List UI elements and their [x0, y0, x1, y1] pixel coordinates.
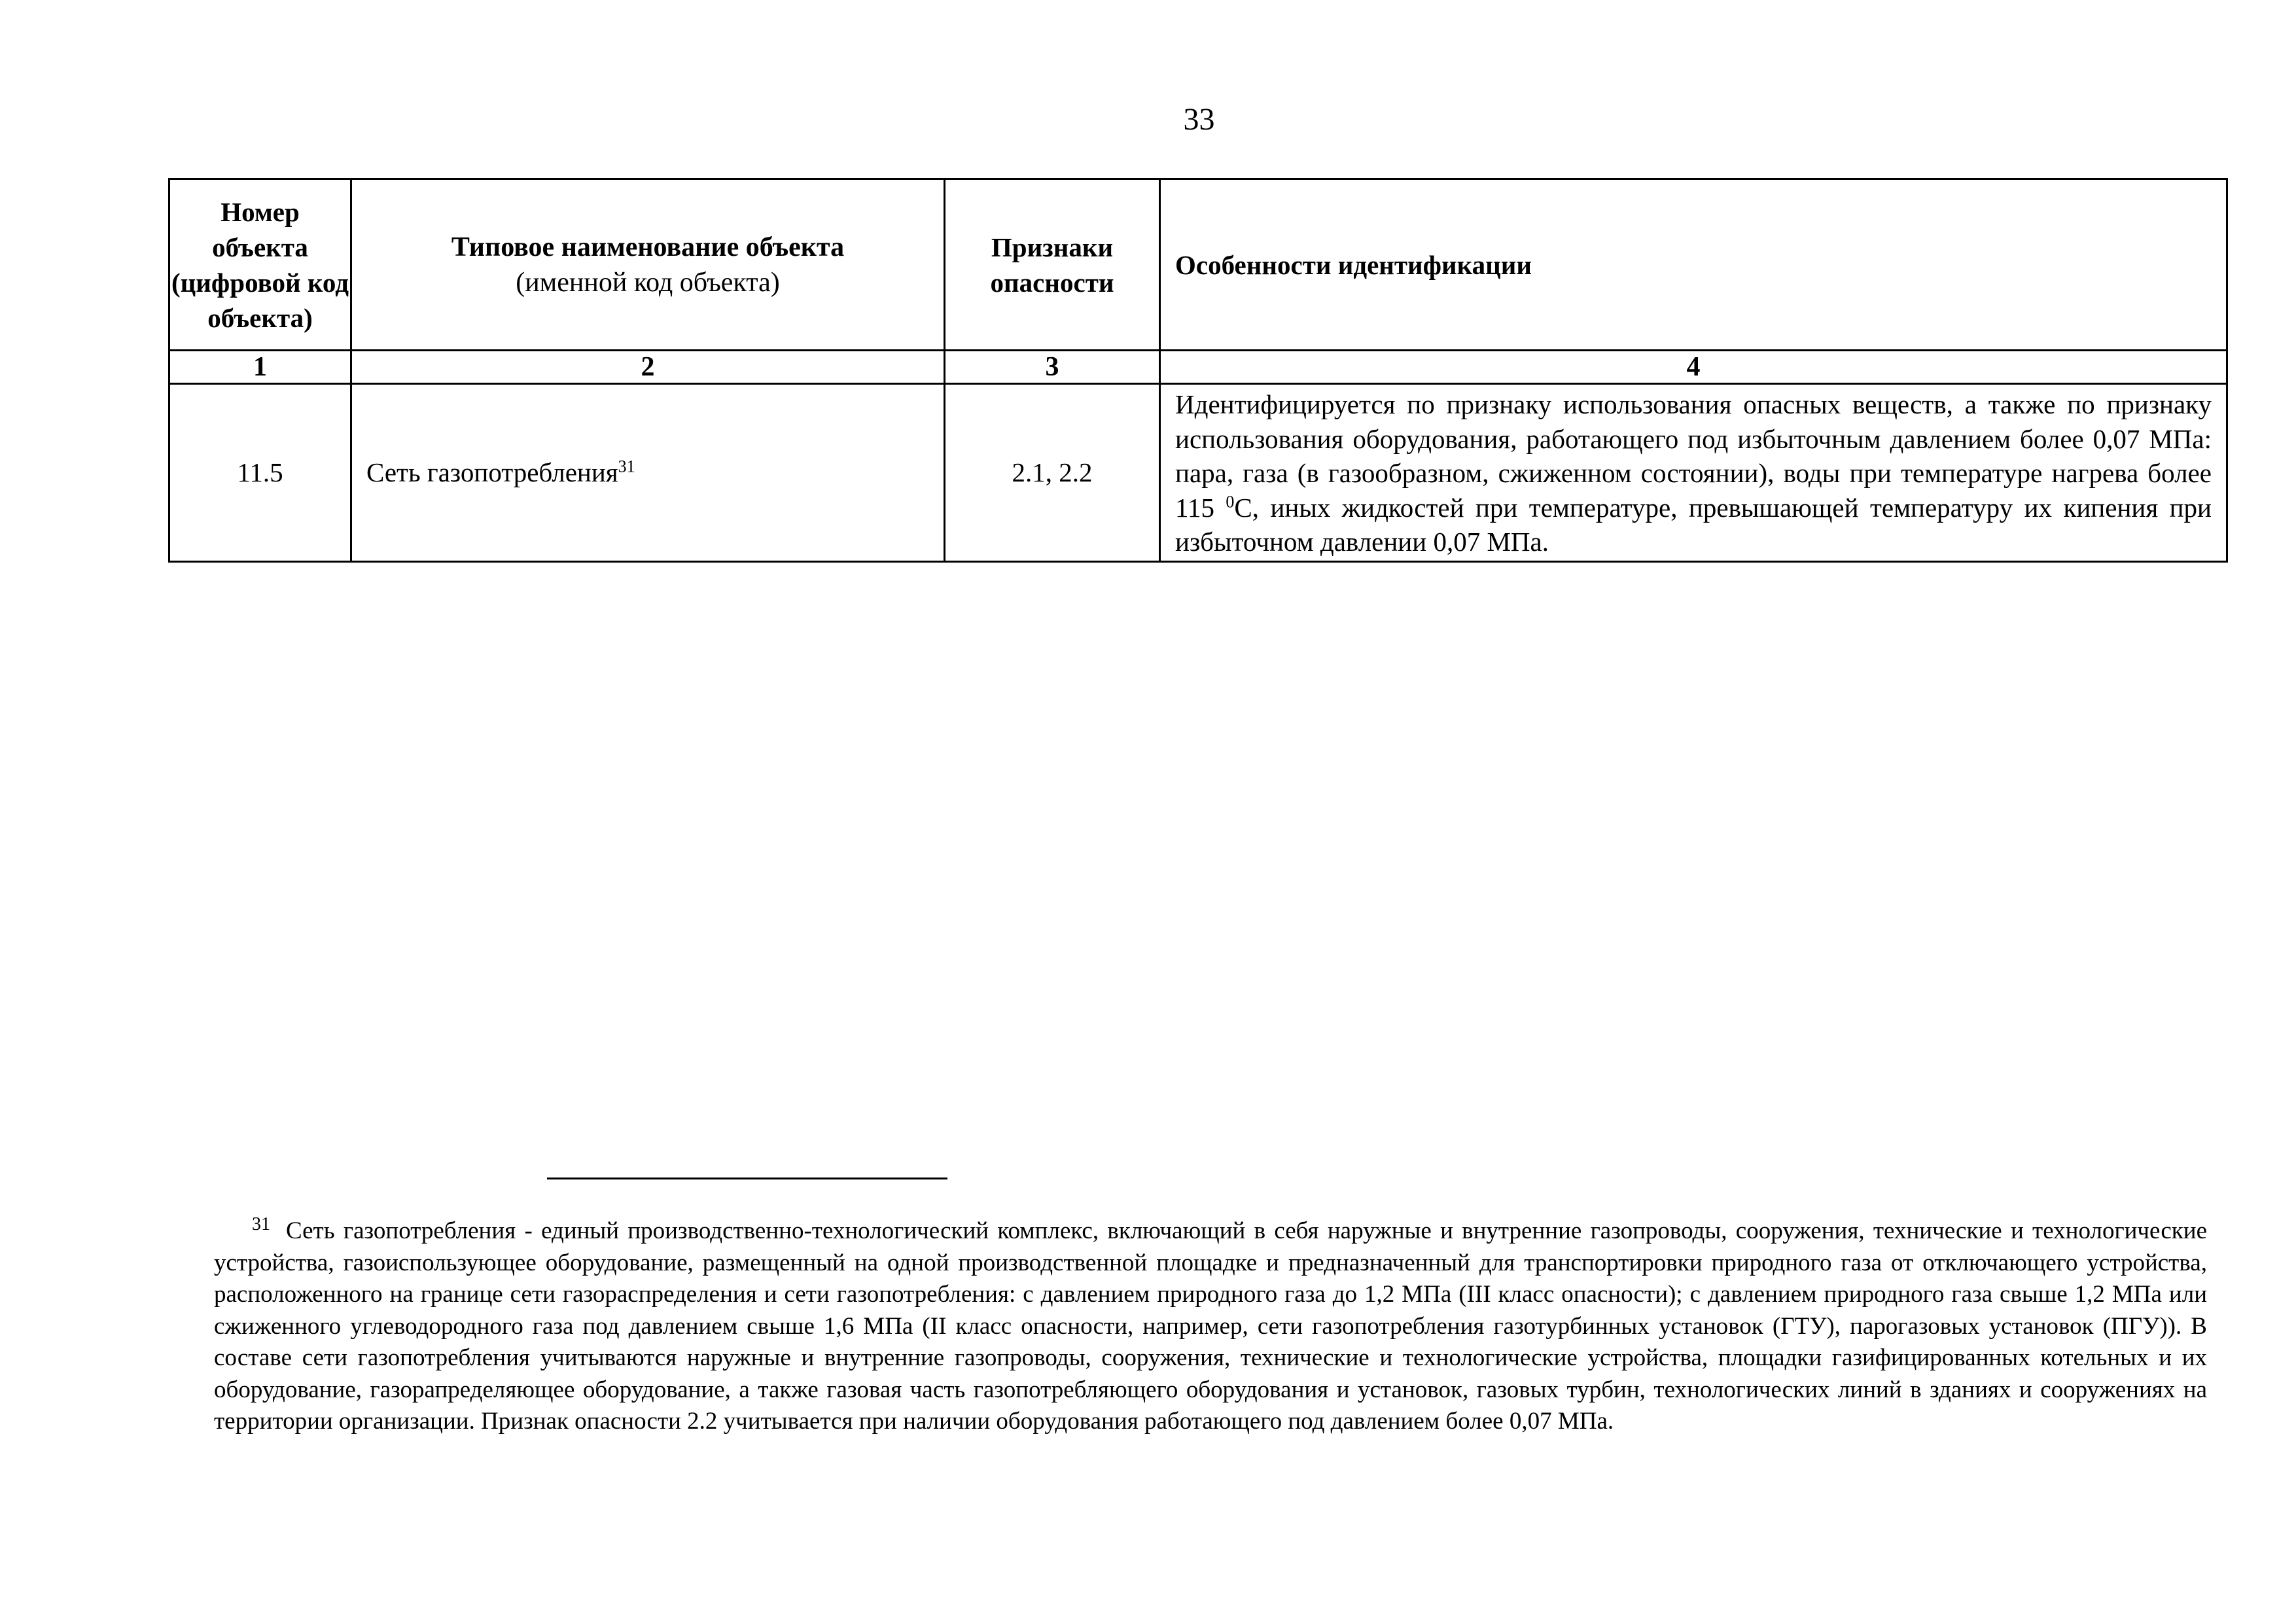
header-object-name: [351, 179, 945, 351]
header-object-number: Номер объекта (цифровой код объекта): [169, 179, 351, 351]
column-number-4: 4: [1160, 351, 2227, 384]
identification-cell: [1160, 384, 2227, 562]
column-number-2: 2: [351, 351, 945, 384]
footnote-separator: [547, 1178, 947, 1179]
header-object-name-subtitle: (именной код объекта): [516, 267, 780, 298]
page-number: 33: [1183, 102, 1215, 137]
footnote-reference: 31: [618, 457, 635, 476]
object-code-cell: 11.5: [169, 384, 351, 562]
hazard-signs-cell: 2.1, 2.2: [945, 384, 1160, 562]
hazard-identification-table: [168, 178, 2228, 563]
table-row: [169, 384, 2227, 562]
identification-text-part2: С, иных жидкостей при температуре, превышающей температуру их кипения при избыточном давлении 0,07 МПа.: [1175, 492, 2212, 557]
degree-superscript: 0: [1226, 491, 1235, 511]
column-number-3: 3: [945, 351, 1160, 384]
column-number-1: 1: [169, 351, 351, 384]
header-object-name-title: Типовое наименование объекта: [451, 232, 845, 262]
object-name-text: Сеть газопотребления: [366, 457, 618, 487]
footnote: [214, 1215, 2207, 1438]
footnote-text: Сеть газопотребления - единый производственно-технологический комплекс, включающий в себя наружные и внутренние газопроводы, сооружения, технические и технологические устройства, газоиспользующее оборудование, размещенный на одной производственной площадке и предназначенный для транспортировки природного газа от отключающего устройства, расположенного на границе сети газораспределения и сети газопотребления: с давлением природного газа до 1,2 МПа (III класс опасности); с давлением природного газа свыше 1,2 МПа или сжиженного углеводородного газа под давлением свыше 1,6 МПа (II класс опасности, например, сети газопотребления газотурбинных установок (ГТУ), парогазовых установок (ПГУ)). В составе сети газопотребления учитываются наружные и внутренние газопроводы, сооружения, технические и технологические устройства, площадки газифицированных котельных и их оборудование, газорапределяющее оборудование, а также газовая часть газопотребляющего оборудования и установок, газовых турбин, технологических линий в зданиях и сооружениях на территории организации. Признак опасности 2.2 учитывается при наличии оборудования работающего под давлением более 0,07 МПа.: [214, 1217, 2207, 1435]
header-identification-features: Особенности идентификации: [1160, 179, 2227, 351]
header-hazard-signs: Признаки опасности: [945, 179, 1160, 351]
identification-text-part1: Идентифицируется по признаку использования опасных веществ, а также по признаку использования оборудования, работающего под избыточным давлением более 0,07 МПа: пара, газа (в газообразном, сжиженном состоянии), воды при температуре нагрева более 115: [1175, 389, 2212, 523]
footnote-mark: 31: [252, 1213, 270, 1234]
object-name-cell: [351, 384, 945, 562]
